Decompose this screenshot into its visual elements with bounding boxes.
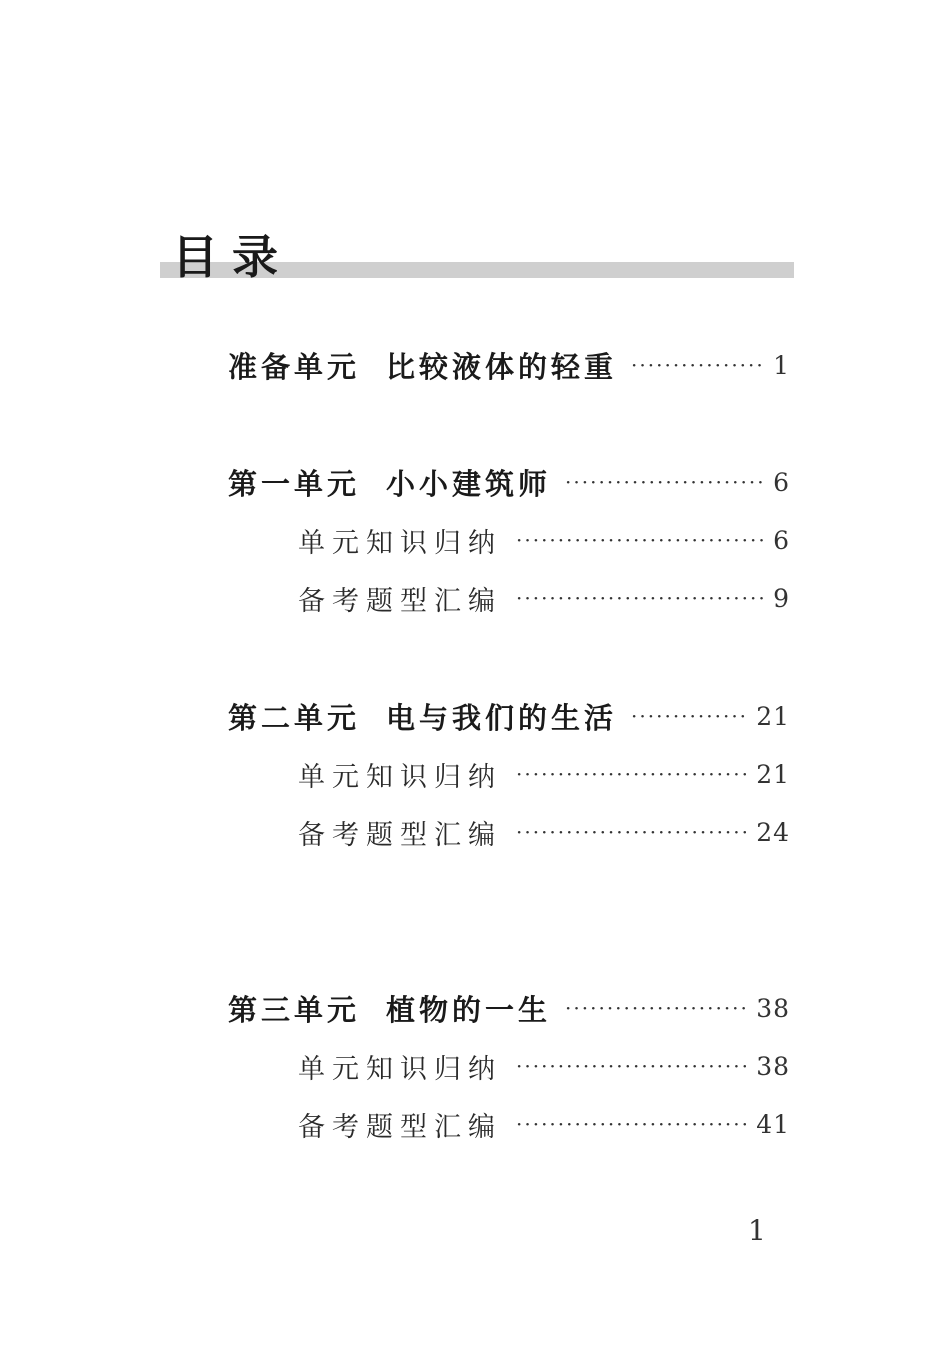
- toc-entry-unit-1[interactable]: [228, 462, 790, 502]
- unit-title: 植物的一生: [386, 992, 552, 1027]
- subentry-title: 单元知识归纳: [298, 761, 502, 793]
- toc-entry-label: [228, 696, 617, 737]
- page-number: 24: [756, 817, 790, 847]
- dot-leader: [516, 820, 746, 844]
- subentry-title: 备考题型汇编: [298, 1111, 502, 1143]
- unit-title: 比较液体的轻重: [386, 349, 618, 384]
- toc-subentry-unit-2-exercises[interactable]: [298, 812, 790, 852]
- subentry-title: 备考题型汇编: [298, 585, 502, 617]
- unit-title: 电与我们的生活: [386, 700, 618, 735]
- page-number: 38: [756, 1051, 790, 1081]
- toc-subentry-unit-1-summary[interactable]: [298, 520, 790, 560]
- toc-subentry-unit-2-summary[interactable]: [298, 754, 790, 794]
- page-number: 6: [773, 467, 790, 497]
- unit-title: 小小建筑师: [386, 466, 552, 501]
- subentry-title: 单元知识归纳: [298, 1053, 502, 1085]
- dot-leader: [516, 586, 763, 610]
- subentry-title: 单元知识归纳: [298, 527, 502, 559]
- page-number: 21: [756, 701, 790, 731]
- page-number: 38: [756, 993, 790, 1023]
- dot-leader: [516, 1112, 746, 1136]
- unit-name: 第二单元: [228, 700, 361, 735]
- toc-subentry-unit-1-exercises[interactable]: [298, 578, 790, 618]
- dot-leader: [516, 1054, 746, 1078]
- toc-entry-unit-3[interactable]: [228, 988, 790, 1028]
- toc-entry-prep-unit[interactable]: [228, 345, 790, 385]
- unit-name: 第一单元: [228, 466, 361, 501]
- page-number: 21: [756, 759, 790, 789]
- toc-entry-label: [228, 345, 617, 386]
- toc-entry-label: [228, 988, 551, 1029]
- subentry-title: 备考题型汇编: [298, 819, 502, 851]
- toc-subentry-unit-3-summary[interactable]: [298, 1046, 790, 1086]
- dot-leader: [516, 528, 763, 552]
- unit-name: 准备单元: [228, 349, 361, 384]
- page-number: 1: [773, 350, 790, 380]
- page-number: 9: [773, 583, 790, 613]
- folio-page-number: 1: [748, 1214, 766, 1247]
- dot-leader: [565, 470, 763, 494]
- page-title: 目录: [172, 230, 292, 284]
- dot-leader: [565, 996, 746, 1020]
- toc-entry-label: [228, 462, 551, 503]
- toc-entry-unit-2[interactable]: [228, 696, 790, 736]
- dot-leader: [631, 704, 746, 728]
- toc-subentry-unit-3-exercises[interactable]: [298, 1104, 790, 1144]
- unit-name: 第三单元: [228, 992, 361, 1027]
- dot-leader: [516, 762, 746, 786]
- page-number: 41: [756, 1109, 790, 1139]
- page-number: 6: [773, 525, 790, 555]
- dot-leader: [631, 353, 763, 377]
